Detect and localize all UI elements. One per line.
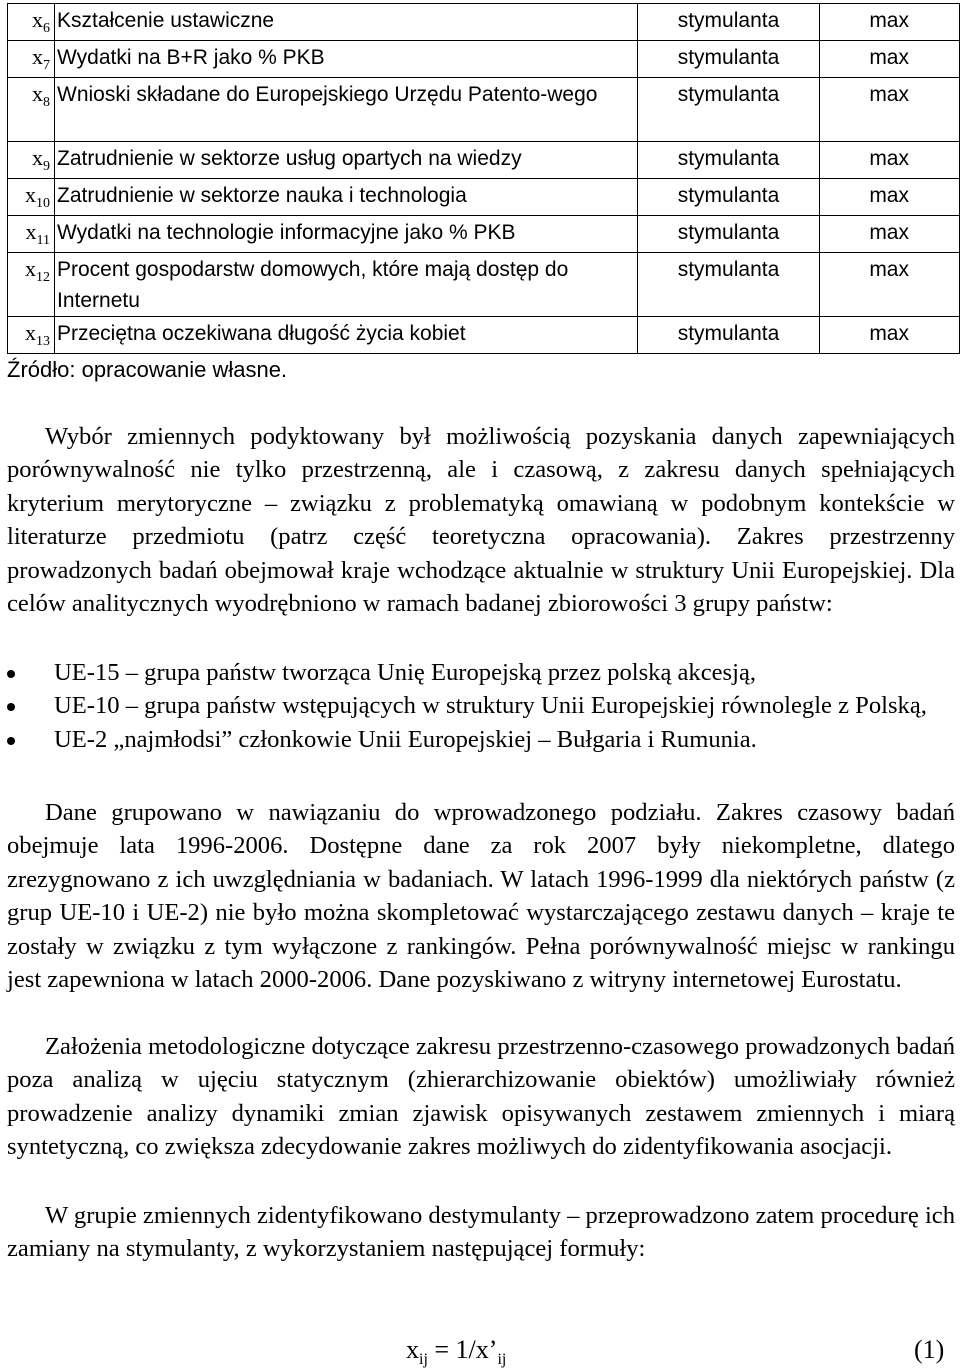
cell-name [55, 41, 638, 78]
cell-type [638, 142, 820, 179]
cell-variable [8, 317, 55, 354]
variable-letter: x [32, 81, 43, 106]
variable-type: stymulanta [677, 221, 780, 244]
paragraph-text: Dane grupowano w nawiązaniu do wprowadzonego podziału. Zakres czasowy badań obejmuje lata 1996-2006. Dostępne dane za rok 2007 były niekompletne, dlatego zrezygnowano z ich uwzględniania w badaniach. W latach 1996-1999 dla niektórych państw (z grup UE-10 i UE-2) nie było można skompletować wystarczającego zestawu danych – kraje te zostały w związku z tym wyłączone z rankingów. Pełna porównywalność miejsc w rankingu jest zapewniona w latach 2000-2006. Dane pozyskiwano z witryny internetowej Eurostatu. [7, 799, 955, 994]
variable-letter: x [25, 320, 36, 345]
formula-rhs: = 1/x’ [427, 1335, 498, 1364]
variable-index: 10 [36, 196, 50, 211]
variable-direction: max [869, 147, 909, 170]
cell-type [638, 216, 820, 253]
cell-name [55, 317, 638, 354]
paragraph-text: W grupie zmiennych zidentyfikowano destymulanty – przeprowadzono zatem procedurę ich zamiany na stymulanty, z wykorzystaniem następującej formuły: [7, 1202, 955, 1263]
variable-index: 11 [36, 233, 50, 248]
variable-index: 9 [43, 159, 50, 174]
variable-letter: x [32, 145, 43, 170]
variable-direction: max [869, 258, 909, 281]
variable-name: Wnioski składane do Europejskiego Urzędu Patento-wego [57, 83, 598, 106]
bullet-icon [7, 737, 15, 745]
paragraph-methodology [7, 1030, 955, 1164]
table-row [8, 41, 960, 78]
variable-index: 8 [43, 95, 50, 110]
cell-direction [820, 142, 960, 179]
variable-direction: max [869, 184, 909, 207]
variable-symbol [8, 78, 54, 114]
cell-name [55, 142, 638, 179]
country-groups-list [7, 656, 955, 756]
cell-direction [820, 179, 960, 216]
variable-index: 7 [43, 58, 50, 73]
cell-direction [820, 41, 960, 78]
bullet-icon [7, 703, 15, 711]
table-row [8, 142, 960, 179]
table-row [8, 317, 960, 354]
variable-letter: x [25, 219, 37, 244]
variable-symbol [8, 142, 54, 178]
variable-name: Zatrudnienie w sektorze nauka i technologia [57, 184, 467, 207]
list-item-text: UE-10 – grupa państw wstępujących w struktury Unii Europejskiej równolegle z Polską, [54, 692, 927, 720]
cell-type [638, 253, 820, 317]
cell-direction [820, 317, 960, 354]
table-row [8, 78, 960, 142]
variable-symbol [8, 253, 54, 289]
list-item-text: UE-2 „najmłodsi” członkowie Unii Europejskiej – Bułgaria i Rumunia. [54, 725, 757, 753]
cell-type [638, 179, 820, 216]
variable-letter: x [32, 44, 43, 69]
paragraph-text: Wybór zmiennych podyktowany był możliwością pozyskania danych zapewniających porównywalność nie tylko przestrzenną, ale i czasową, z zakresu danych spełniających kryterium merytoryczne – związku z problematyką omawianą w podobnym kontekście w literaturze przedmiotu (patrz część teoretyczna opracowania). Zakres przestrzenny prowadzonych badań obejmował kraje wchodzące aktualnie w struktury Unii Europejskiej. Dla celów analitycznych wyodrębniono w ramach badanej zbiorowości 3 grupy państw: [7, 423, 955, 618]
variable-letter: x [32, 7, 43, 32]
cell-name [55, 253, 638, 317]
cell-name [55, 78, 638, 142]
variable-direction: max [869, 83, 909, 106]
cell-name [55, 4, 638, 41]
cell-name [55, 179, 638, 216]
variable-index: 13 [36, 334, 50, 349]
variable-direction: max [869, 9, 909, 32]
cell-type [638, 78, 820, 142]
cell-direction [820, 4, 960, 41]
cell-variable [8, 179, 55, 216]
cell-type [638, 4, 820, 41]
source-note: Źródło: opracowanie własne. [7, 357, 288, 382]
cell-variable [8, 142, 55, 179]
bullet-icon [7, 670, 15, 678]
variable-type: stymulanta [677, 184, 780, 207]
variable-name: Wydatki na B+R jako % PKB [57, 46, 325, 69]
variable-index: 12 [36, 270, 50, 285]
formula-lhs: x [406, 1335, 419, 1364]
variable-name: Procent gospodarstw domowych, które mają dostęp do Internetu [57, 258, 569, 312]
paragraph-data-grouping [7, 796, 955, 996]
cell-direction [820, 253, 960, 317]
variable-type: stymulanta [677, 9, 780, 32]
list-item-text: UE-15 – grupa państw tworząca Unię Europejską przez polską akcesją, [54, 659, 757, 686]
variable-symbol [8, 41, 54, 77]
variable-letter: x [25, 182, 36, 207]
table-row [8, 216, 960, 253]
cell-direction [820, 78, 960, 142]
table-row [8, 179, 960, 216]
variable-symbol [8, 179, 54, 215]
variable-type: stymulanta [677, 46, 780, 69]
paragraph-variable-selection [7, 420, 955, 620]
list-item [7, 723, 955, 756]
cell-variable [8, 78, 55, 142]
paragraph-destimulants [7, 1199, 955, 1266]
cell-type [638, 317, 820, 354]
paragraph-text: Założenia metodologiczne dotyczące zakresu przestrzenno-czasowego prowadzonych badań poza analizą w ujęciu statycznym (zhierarchizowanie obiektów) umożliwiały również prowadzenie analizy dynamiki zmian zjawisk opisywanych zestawem zmiennych i miarą syntetyczną, co zwiększa zdecydowanie zakres możliwych do zidentyfikowania asocjacji. [7, 1033, 955, 1161]
variable-name: Przeciętna oczekiwana długość życia kobiet [57, 322, 466, 345]
variable-type: stymulanta [677, 83, 780, 106]
variable-direction: max [869, 322, 909, 345]
variable-type: stymulanta [677, 258, 780, 281]
variable-direction: max [869, 221, 909, 244]
formula [406, 1332, 506, 1372]
cell-direction [820, 216, 960, 253]
variable-symbol [8, 317, 54, 353]
variable-name: Zatrudnienie w sektorze usług opartych na wiedzy [57, 147, 522, 170]
table-row [8, 253, 960, 317]
variable-index: 6 [43, 21, 50, 36]
variable-direction: max [869, 46, 909, 69]
variable-type: stymulanta [677, 322, 780, 345]
list-item [7, 689, 955, 722]
variable-symbol [8, 216, 54, 252]
formula-lhs-subscript: ij [419, 1351, 428, 1368]
cell-variable [8, 253, 55, 317]
variable-type: stymulanta [677, 147, 780, 170]
table-row [8, 4, 960, 41]
variable-name: Kształcenie ustawiczne [57, 9, 275, 32]
list-item [7, 656, 955, 689]
variable-letter: x [25, 256, 36, 281]
cell-name [55, 216, 638, 253]
variable-symbol [8, 4, 54, 40]
cell-variable [8, 216, 55, 253]
cell-variable [8, 41, 55, 78]
variable-name: Wydatki na technologie informacyjne jako % PKB [57, 221, 516, 244]
cell-variable [8, 4, 55, 41]
cell-type [638, 41, 820, 78]
variables-table [7, 3, 960, 354]
formula-rhs-subscript: ij [497, 1351, 507, 1368]
formula-number: (1) [914, 1335, 945, 1364]
